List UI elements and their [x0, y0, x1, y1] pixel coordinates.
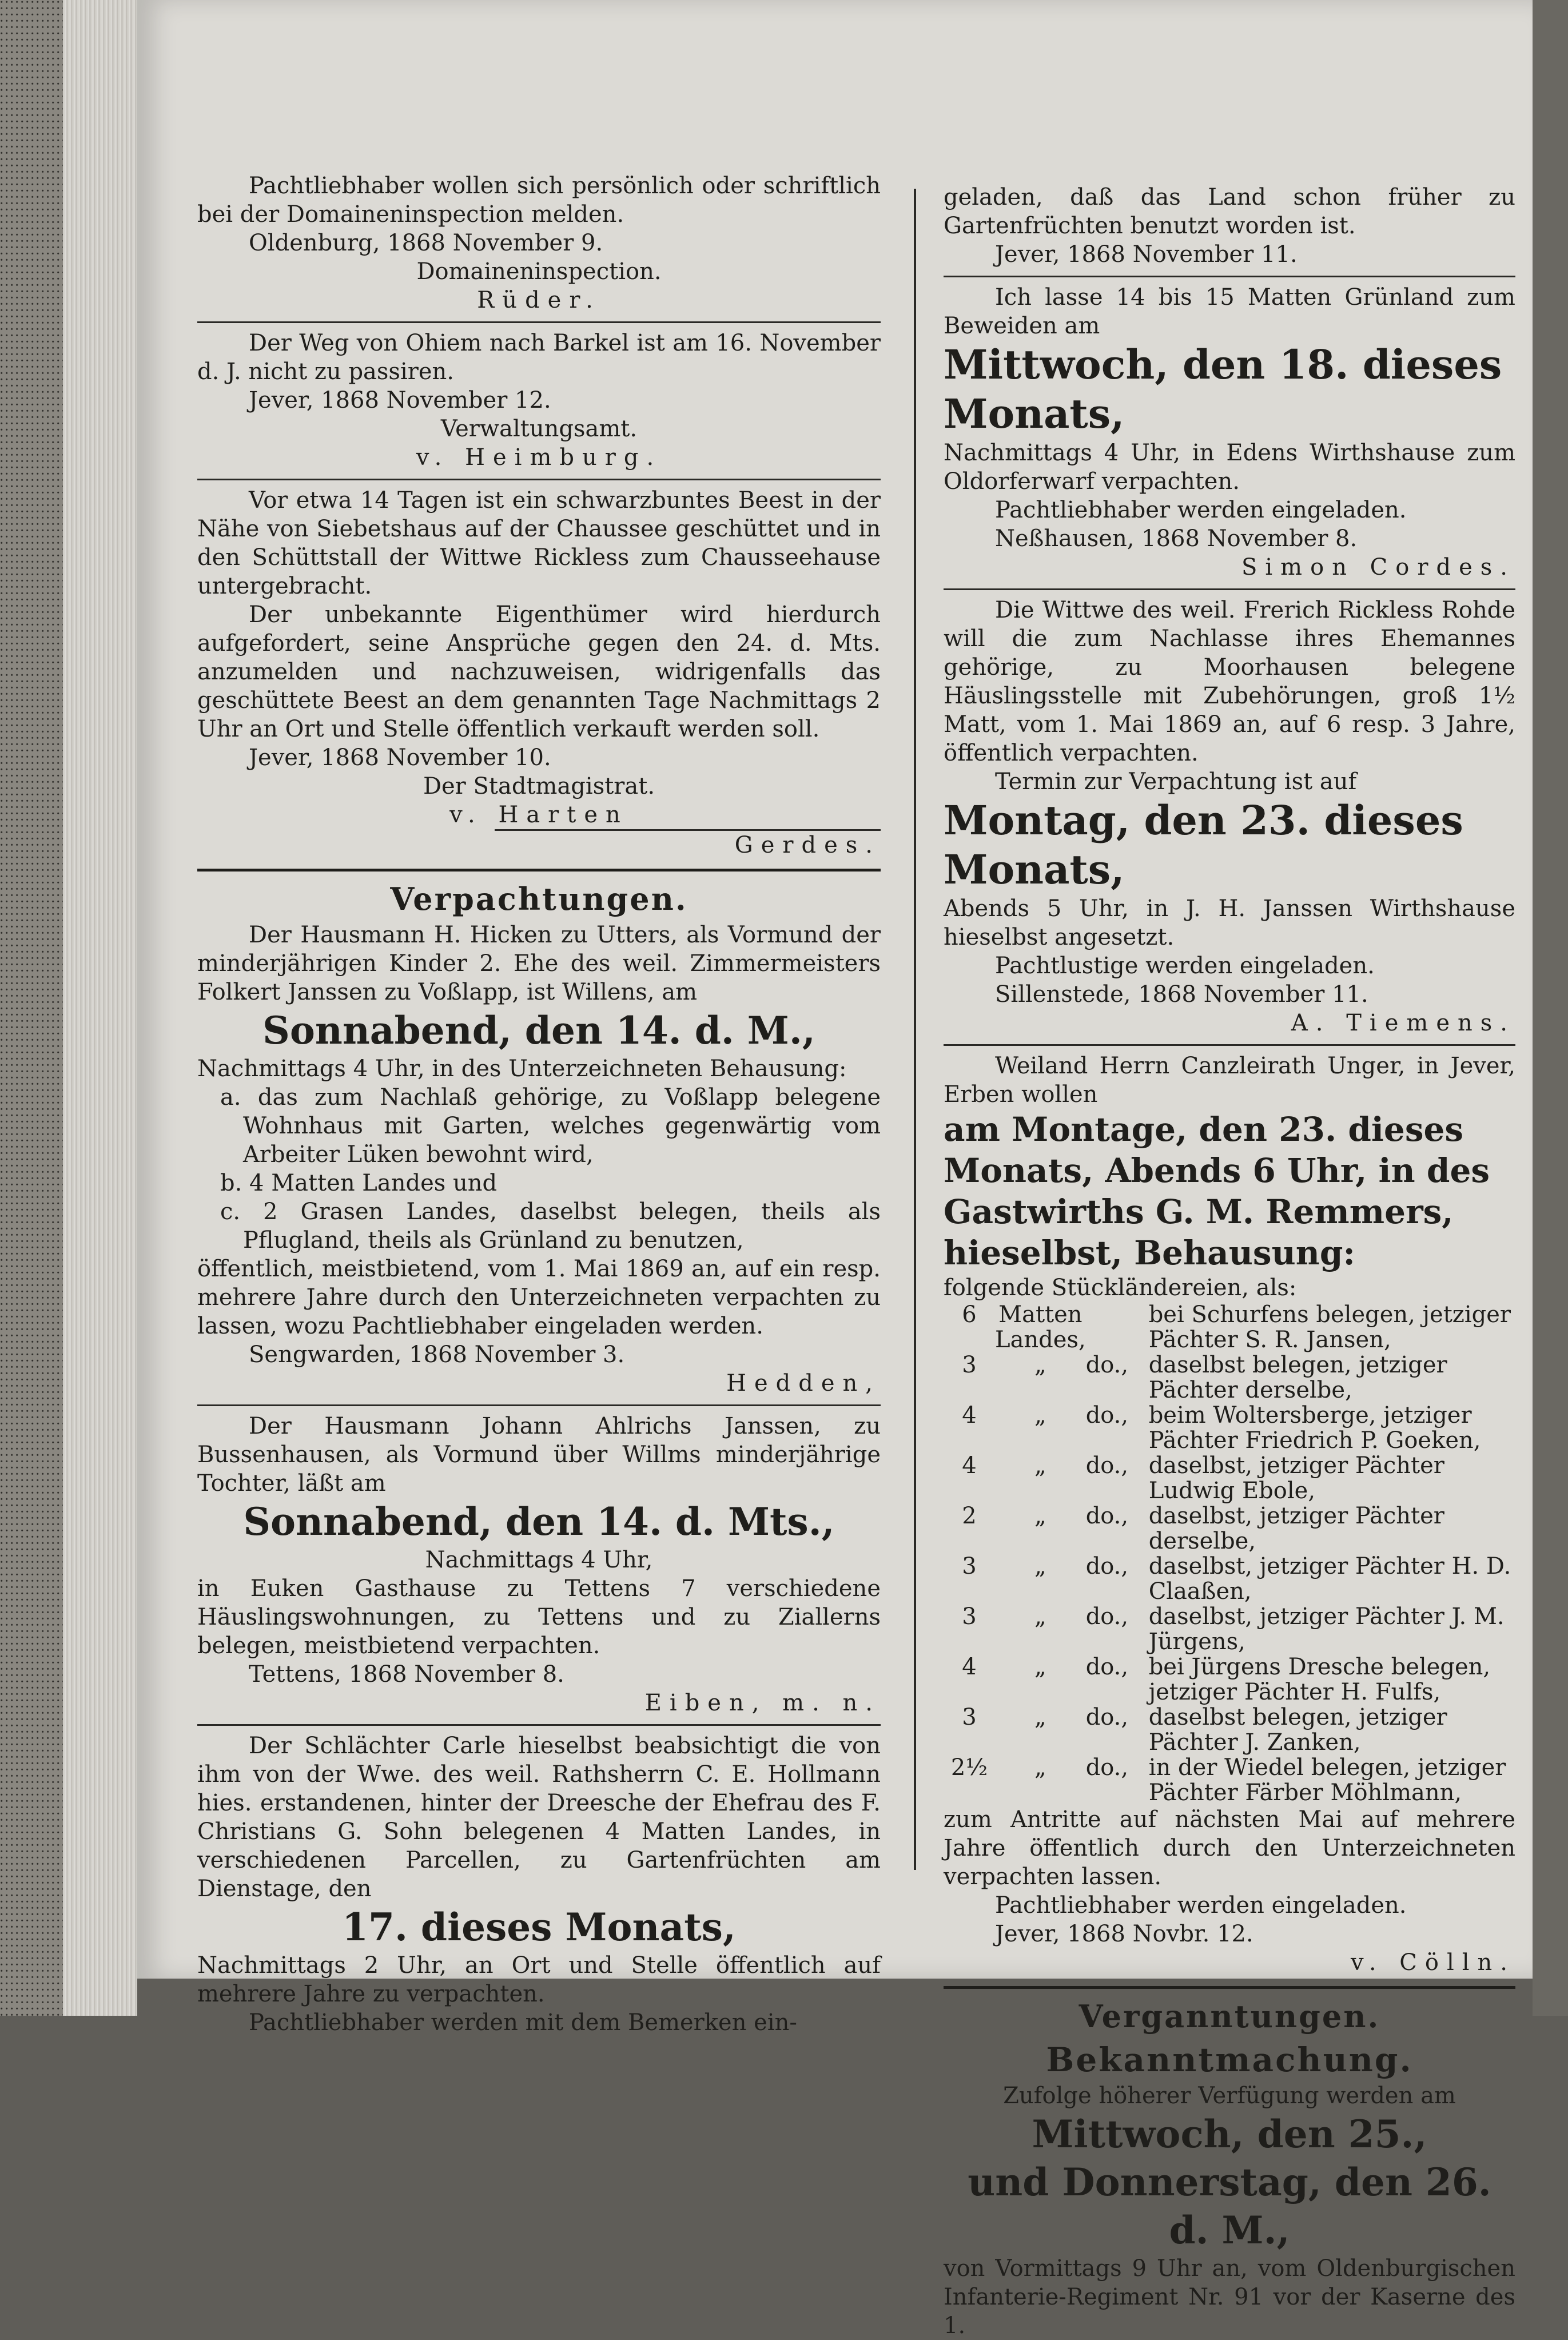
separator-rule [197, 479, 881, 480]
parcel-ditto: do., [1085, 1452, 1129, 1479]
notice-intro: Der Hausmann H. Hicken zu Utters, als Vormund der minderjährigen Kinder 2. Ehe des weil. Zimmermeisters Folkert Janssen zu Voßlapp, ist Willens, am [197, 922, 881, 1005]
notice-intro: Weiland Herrn Canzleirath Unger, in Jever, Erben wollen [944, 1053, 1515, 1108]
parcel-row [944, 1654, 1515, 1705]
separator-rule [944, 588, 1515, 590]
notice-place-date: Sillenstede, 1868 November 11. [995, 981, 1368, 1008]
parcel-count: 4 [962, 1402, 977, 1428]
separator-rule [197, 1724, 881, 1726]
parcel-description: bei Jürgens Dresche belegen, jetziger Pächter H. Fulfs, [1148, 1654, 1491, 1705]
notice-intro: Zufolge höherer Verfügung werden am [1003, 2083, 1456, 2109]
parcel-unit: „ [1034, 1352, 1046, 1378]
notice-date: 17. dieses Monats, [342, 1905, 736, 1949]
notice-office: Domaineninspection. [416, 258, 662, 285]
parcel-unit: „ [1034, 1603, 1046, 1630]
notice-intro: Ich lasse 14 bis 15 Matten Grünland zum Beweiden am [944, 284, 1515, 339]
parcel-ditto: do., [1085, 1553, 1129, 1579]
page-right-edge [1533, 0, 1568, 2016]
parcel-ditto: do., [1085, 1754, 1129, 1781]
notice-place-date: Jever, 1868 November 12. [249, 387, 551, 413]
separator-rule [944, 276, 1515, 277]
parcel-ditto: do., [1085, 1402, 1129, 1428]
notice-signature: A. Tiemens. [1291, 1010, 1515, 1036]
notice-text: in Euken Gasthause zu Tettens 7 verschiedene Häuslingswohnungen, zu Tettens und zu Ziallerns belegen, meistbietend verpachten. [197, 1575, 881, 1659]
notice-text: Vor etwa 14 Tagen ist ein schwarzbuntes Beest in der Nähe von Siebetshaus auf der Chaussee geschüttet und in den Schüttstall der Wittwe Rickless zum Chausseehause untergebracht. [197, 487, 881, 599]
parcel-description: daselbst, jetziger Pächter J. M. Jürgens, [1148, 1603, 1505, 1655]
notice-text: von Vormittags 9 Uhr an, vom Oldenburgischen Infanterie-Regiment Nr. 91 vor der Kaserne des 1. [944, 2255, 1515, 2339]
notice-office: Der Stadtmagistrat. [423, 773, 655, 799]
notice-domain [197, 172, 881, 315]
parcel-ditto: do., [1085, 1704, 1129, 1730]
parcel-row [944, 1403, 1515, 1453]
section-rule [197, 869, 881, 871]
parcel-count: 3 [962, 1553, 977, 1579]
notice-signature: Hedden, [726, 1370, 881, 1396]
notice-lease-hicken [197, 921, 881, 1398]
notice-date: Mittwoch, den 18. dieses Monats, [944, 341, 1502, 437]
notice-place-date: Oldenburg, 1868 November 9. [249, 230, 603, 256]
parcel-row [944, 1352, 1515, 1403]
list-item: a. das zum Nachlaß gehörige, zu Voßlapp belegene Wohnhaus mit Garten, welches gegenwärtig vom Arbeiter Lüken bewohnt wird, [220, 1084, 881, 1168]
notice-text: öffentlich, meistbietend, vom 1. Mai 1869 an, auf ein resp. mehrere Jahre durch den Unterzeichneten verpachten zu lassen, wozu Pachtliebhaber eingeladen werden. [197, 1256, 881, 1339]
parcel-description: daselbst belegen, jetziger Pächter J. Zanken, [1148, 1704, 1447, 1756]
notice-text: Pachtliebhaber wollen sich persönlich oder schriftlich bei der Domaineninspection melden. [197, 173, 881, 228]
notice-office: Verwaltungsamt. [440, 416, 638, 442]
parcel-unit: „ [1034, 1553, 1046, 1579]
parcel-description: daselbst belegen, jetziger Pächter derselbe, [1148, 1352, 1447, 1403]
parcel-count: 3 [962, 1603, 977, 1630]
parcel-description: daselbst, jetziger Pächter derselbe, [1148, 1503, 1444, 1554]
parcel-row [944, 1302, 1515, 1352]
section-heading: Verganntungen. [1079, 1998, 1380, 2035]
notice-text: Pachtliebhaber werden mit dem Bemerken ein- [249, 2009, 797, 2036]
parcel-description: daselbst, jetziger Pächter H. D. Claaßen, [1148, 1553, 1511, 1605]
notice-signature: v. Cölln. [1350, 1949, 1515, 1976]
parcel-unit: „ [1034, 1654, 1046, 1680]
parcel-row [944, 1554, 1515, 1604]
notice-time: Nachmittags 4 Uhr, in des Unterzeichneten Behausung: [197, 1056, 847, 1082]
left-column [197, 172, 881, 2037]
parcel-ditto: do., [1085, 1352, 1129, 1378]
notice-signature: v. Heimburg. [416, 444, 662, 471]
notice-text: Pachtliebhaber werden eingeladen. [995, 497, 1407, 523]
notice-lease-rohde [944, 596, 1515, 1037]
parcel-count: 2 [962, 1503, 977, 1529]
right-column [944, 183, 1515, 2340]
notice-text: Der Weg von Ohiem nach Barkel ist am 16. November d. J. nicht zu passiren. [197, 330, 881, 385]
notice-date: Mittwoch, den 25., [1032, 2112, 1427, 2156]
section-heading: Verpachtungen. [390, 881, 688, 917]
parcel-ditto [1086, 1302, 1149, 1352]
parcel-row [944, 1604, 1515, 1654]
parcel-count: 3 [962, 1352, 977, 1378]
notice-text: Termin zur Verpachtung ist auf [995, 769, 1357, 795]
notice-lead: folgende Stückländereien, als: [944, 1275, 1297, 1301]
notice-intro: Die Wittwe des weil. Frerich Rickless Rohde will die zum Nachlasse ihres Ehemannes gehörige, zu Moorhausen belegene Häuslingsstelle mit Zubehörungen, groß 1½ Matt, vom 1. Mai 1869 an, auf 6 resp. 3 Jahre, öffentlich verpachten. [944, 597, 1515, 766]
parcel-unit: „ [1034, 1452, 1046, 1479]
notice-intro: Der Schlächter Carle hieselbst beabsichtigt die von ihm von der Wwe. des weil. Rathsherrn C. E. Hollmann hies. erstandenen, hinter der Dreesche der Ehefrau des F. Christians G. Sohn belegenen 4 Matten Landes, in verschiedenen Parcellen, zu Gartenfrüchten am Dienstage, den [197, 1733, 881, 1902]
parcel-ditto: do., [1085, 1603, 1129, 1630]
book-cover-edge [0, 0, 63, 2016]
notice-text: Der unbekannte Eigenthümer wird hierdurch aufgefordert, seine Ansprüche gegen den 24. d. Mts. anzumelden und nachzuweisen, widrigenfalls das geschüttete Beest an dem genannten Tage Nachmittags 2 Uhr an Ort und Stelle öffentlich verkauft werden soll. [197, 602, 881, 742]
notice-signature: Gerdes. [734, 832, 881, 858]
separator-rule [197, 321, 881, 323]
parcel-description: in der Wiedel belegen, jetziger Pächter Färber Möhlmann, [1148, 1754, 1506, 1806]
separator-rule [944, 1044, 1515, 1046]
notice-announcement [944, 2038, 1515, 2340]
parcel-table [944, 1302, 1515, 1805]
parcel-unit: Matten Landes, [995, 1302, 1086, 1353]
notice-text: geladen, daß das Land schon früher zu Gartenfrüchten benutzt worden ist. [944, 184, 1515, 239]
notice-road [197, 329, 881, 472]
notice-text: Abends 5 Uhr, in J. H. Janssen Wirthshause hieselbst angesetzt. [944, 896, 1515, 950]
notice-text: zum Antritte auf nächsten Mai auf mehrere Jahre öffentlich durch den Unterzeichneten verpachten lassen. [944, 1806, 1515, 1890]
parcel-count: 2½ [950, 1754, 988, 1781]
notice-text: Nachmittags 2 Uhr, an Ort und Stelle öffentlich auf mehrere Jahre zu verpachten. [197, 1952, 881, 2007]
parcel-ditto: do., [1085, 1503, 1129, 1529]
parcel-description: beim Woltersberge, jetziger Pächter Friedrich P. Goeken, [1148, 1402, 1481, 1454]
list-item: b. 4 Matten Landes und [220, 1170, 498, 1196]
notice-place-date: Neßhausen, 1868 November 8. [995, 526, 1358, 552]
notice-text: Pachtlustige werden eingeladen. [995, 953, 1375, 979]
parcel-count: 4 [962, 1654, 977, 1680]
notice-date: Sonnabend, den 14. d. M., [262, 1008, 815, 1053]
parcel-count: 6 [962, 1302, 977, 1328]
parcel-count: 4 [962, 1452, 977, 1479]
parcel-row [944, 1503, 1515, 1554]
parcel-description: bei Schurfens belegen, jetziger Pächter S. R. Jansen, [1148, 1302, 1511, 1353]
notice-time: Nachmittags 4 Uhr, [425, 1547, 653, 1573]
parcel-count: 3 [962, 1704, 977, 1730]
notice-signature: Eiben, m. n. [644, 1690, 881, 1716]
notice-lease-cordes [944, 283, 1515, 582]
separator-rule [197, 1404, 881, 1406]
parcel-row [944, 1453, 1515, 1503]
parcel-row [944, 1705, 1515, 1755]
parcel-unit: „ [1034, 1704, 1046, 1730]
parcel-unit: „ [1034, 1402, 1046, 1428]
notice-lease-janssen [197, 1412, 881, 1717]
notice-place-date: Jever, 1868 November 10. [249, 745, 551, 771]
parcel-unit: „ [1034, 1503, 1046, 1529]
notice-intro: Der Hausmann Johann Ahlrichs Janssen, zu Bussenhausen, als Vormund über Willms minderjährige Tochter, läßt am [197, 1413, 881, 1497]
notice-beest [197, 486, 881, 859]
column-divider [914, 189, 916, 1870]
notice-date: Montag, den 23. dieses Monats, [944, 797, 1463, 893]
notice-date-block: am Montage, den 23. dieses Monats, Abends 6 Uhr, in des Gastwirths G. M. Remmers, hieselbst, Behausung: [944, 1110, 1490, 1272]
notice-place-date: Jever, 1868 November 11. [995, 241, 1298, 268]
notice-place-date: Tettens, 1868 November 8. [249, 1661, 564, 1688]
section-rule [944, 1986, 1515, 1989]
notice-text: Nachmittags 4 Uhr, in Edens Wirthshause zum Oldorferwarf verpachten. [944, 440, 1515, 495]
parcel-unit: „ [1034, 1754, 1046, 1781]
notice-lease-carle [197, 1732, 881, 2037]
notice-lease-carle-continued [944, 183, 1515, 269]
notice-date: Sonnabend, den 14. d. Mts., [243, 1499, 835, 1544]
notice-lease-unger [944, 1052, 1515, 1977]
parcel-ditto: do., [1085, 1654, 1129, 1680]
notice-title: Bekanntmachung. [1046, 2040, 1413, 2079]
notice-signature: Rüder. [477, 287, 601, 313]
list-item: c. 2 Grasen Landes, daselbst belegen, theils als Pflugland, theils als Grünland zu benutzen, [220, 1199, 881, 1253]
notice-place-date: Jever, 1868 Novbr. 12. [995, 1921, 1253, 1947]
parcel-description: daselbst, jetziger Pächter Ludwig Ebole, [1148, 1452, 1444, 1504]
parcel-row [944, 1755, 1515, 1805]
notice-signature: Simon Cordes. [1241, 554, 1515, 580]
notice-signature: v. Harten [449, 802, 628, 828]
notice-date: und Donnerstag, den 26. d. M., [968, 2160, 1491, 2253]
notice-text: Pachtliebhaber werden eingeladen. [995, 1892, 1407, 1919]
notice-place-date: Sengwarden, 1868 November 3. [249, 1342, 625, 1368]
